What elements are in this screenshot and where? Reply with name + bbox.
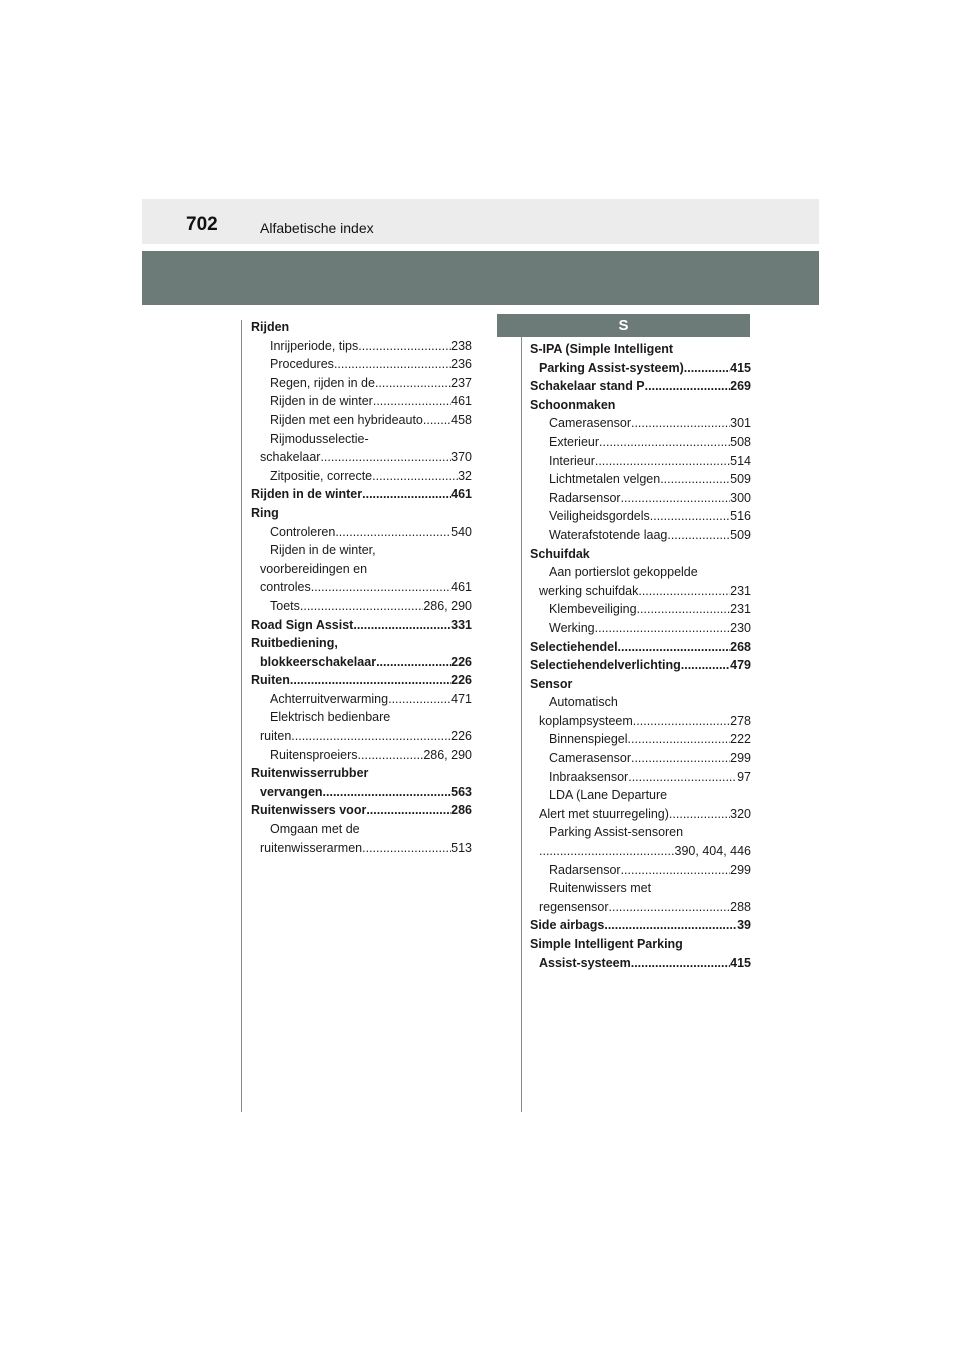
index-subentry[interactable]: Binnenspiegel ..... 222 bbox=[530, 730, 751, 749]
index-subentry-label: Elektrisch bedienbare bbox=[270, 710, 391, 725]
index-entry[interactable]: Road Sign Assist ..... 331 bbox=[251, 616, 472, 635]
index-heading: Schoonmaken bbox=[530, 397, 616, 412]
index-subentry-label: Parking Assist-sensoren bbox=[549, 825, 684, 840]
index-subentry[interactable]: Inbraaksensor ..... 97 bbox=[530, 768, 751, 787]
chapter-band bbox=[142, 251, 819, 305]
index-entry[interactable]: Schakelaar stand P ..... 269 bbox=[530, 377, 751, 396]
index-subentry[interactable]: controles ..... 461 bbox=[251, 578, 472, 597]
index-subentry-label: Rijmodusselectie- bbox=[270, 431, 369, 446]
index-heading: Ring bbox=[251, 505, 279, 520]
index-heading: Ruitenwisserrubber bbox=[251, 766, 369, 781]
section-title: Alfabetische index bbox=[260, 220, 374, 236]
index-subentry[interactable]: Zitpositie, correcte ..... 32 bbox=[251, 467, 472, 486]
index-entry[interactable]: Assist-systeem ..... 415 bbox=[530, 954, 751, 973]
index-subentry[interactable]: Exterieur ..... 508 bbox=[530, 433, 751, 452]
index-entry[interactable]: Parking Assist-systeem) ..... 415 bbox=[530, 359, 751, 378]
index-subentry[interactable]: werking schuifdak ..... 231 bbox=[530, 582, 751, 601]
index-subentry[interactable]: Controleren ..... 540 bbox=[251, 523, 472, 542]
index-subentry[interactable]: Rijden met een hybrideauto ..... 458 bbox=[251, 411, 472, 430]
index-subentry-label: Automatisch bbox=[549, 695, 618, 710]
index-heading: S-IPA (Simple Intelligent bbox=[530, 342, 674, 356]
index-subentry[interactable]: ruiten ..... 226 bbox=[251, 727, 472, 746]
index-subentry-label: Omgaan met de bbox=[270, 822, 360, 837]
index-subentry[interactable]: Procedures ..... 236 bbox=[251, 355, 472, 374]
index-entry[interactable]: vervangen ..... 563 bbox=[251, 783, 472, 802]
index-entry[interactable]: Ruiten ..... 226 bbox=[251, 671, 472, 690]
index-subentry[interactable]: regensensor ..... 288 bbox=[530, 898, 751, 917]
index-subentry[interactable]: Klembeveiliging ..... 231 bbox=[530, 600, 751, 619]
index-entry[interactable]: Rijden in de winter ..... 461 bbox=[251, 485, 472, 504]
index-subentry[interactable]: Achterruitverwarming ..... 471 bbox=[251, 690, 472, 709]
index-subentry[interactable]: Interieur ..... 514 bbox=[530, 452, 751, 471]
index-heading: Schuifdak bbox=[530, 546, 590, 561]
index-subentry[interactable]: Regen, rijden in de ..... 237 bbox=[251, 374, 472, 393]
index-subentry[interactable]: ruitenwisserarmen ..... 513 bbox=[251, 839, 472, 858]
index-entry[interactable]: blokkeerschakelaar ..... 226 bbox=[251, 653, 472, 672]
index-subentry-label: Ruitenwissers met bbox=[549, 881, 652, 896]
index-subentry-label: voorbereidingen en bbox=[260, 561, 368, 576]
index-subentry-label: Aan portierslot gekoppelde bbox=[549, 565, 698, 580]
index-heading: Rijden bbox=[251, 320, 290, 334]
index-subentry[interactable]: Veiligheidsgordels ..... 516 bbox=[530, 507, 751, 526]
index-subentry[interactable]: koplampsysteem ..... 278 bbox=[530, 712, 751, 731]
index-subentry[interactable]: Radarsensor ..... 300 bbox=[530, 489, 751, 508]
index-subentry[interactable]: ..... 390, 404, 446 bbox=[530, 842, 751, 861]
column-rule-right bbox=[521, 320, 522, 1112]
index-subentry[interactable]: Werking ..... 230 bbox=[530, 619, 751, 638]
index-heading: Sensor bbox=[530, 676, 573, 691]
column-rule-left bbox=[241, 320, 242, 1112]
page-number: 702 bbox=[186, 214, 218, 235]
index-entry[interactable]: Ruitenwissers voor ..... 286 bbox=[251, 801, 472, 820]
index-heading: Simple Intelligent Parking bbox=[530, 937, 683, 951]
index-subentry[interactable]: Ruitensproeiers ..... 286, 290 bbox=[251, 746, 472, 765]
index-subentry[interactable]: Inrijperiode, tips ..... 238 bbox=[251, 337, 472, 356]
index-subentry[interactable]: Toets ..... 286, 290 bbox=[251, 597, 472, 616]
letter-heading: S bbox=[497, 314, 750, 337]
index-subentry[interactable]: Waterafstotende laag ..... 509 bbox=[530, 526, 751, 545]
index-entry[interactable]: Selectiehendelverlichting ..... 479 bbox=[530, 656, 751, 675]
index-subentry[interactable]: Camerasensor ..... 301 bbox=[530, 414, 751, 433]
index-subentry[interactable]: schakelaar ..... 370 bbox=[251, 448, 472, 467]
index-subentry[interactable]: Alert met stuurregeling) ..... 320 bbox=[530, 805, 751, 824]
index-heading: Ruitbediening, bbox=[251, 636, 338, 651]
index-column-right bbox=[530, 340, 751, 972]
index-subentry-label: Rijden in de winter, bbox=[270, 543, 376, 558]
index-entry[interactable]: Selectiehendel ..... 268 bbox=[530, 638, 751, 657]
index-entry[interactable]: Side airbags ..... 39 bbox=[530, 916, 751, 935]
index-subentry[interactable]: Camerasensor ..... 299 bbox=[530, 749, 751, 768]
index-subentry-label: LDA (Lane Departure bbox=[549, 788, 668, 803]
index-subentry[interactable]: Rijden in de winter ..... 461 bbox=[251, 392, 472, 411]
index-column-left bbox=[251, 318, 472, 857]
index-subentry[interactable]: Radarsensor ..... 299 bbox=[530, 861, 751, 880]
header-band bbox=[142, 199, 819, 244]
index-subentry[interactable]: Lichtmetalen velgen ..... 509 bbox=[530, 470, 751, 489]
